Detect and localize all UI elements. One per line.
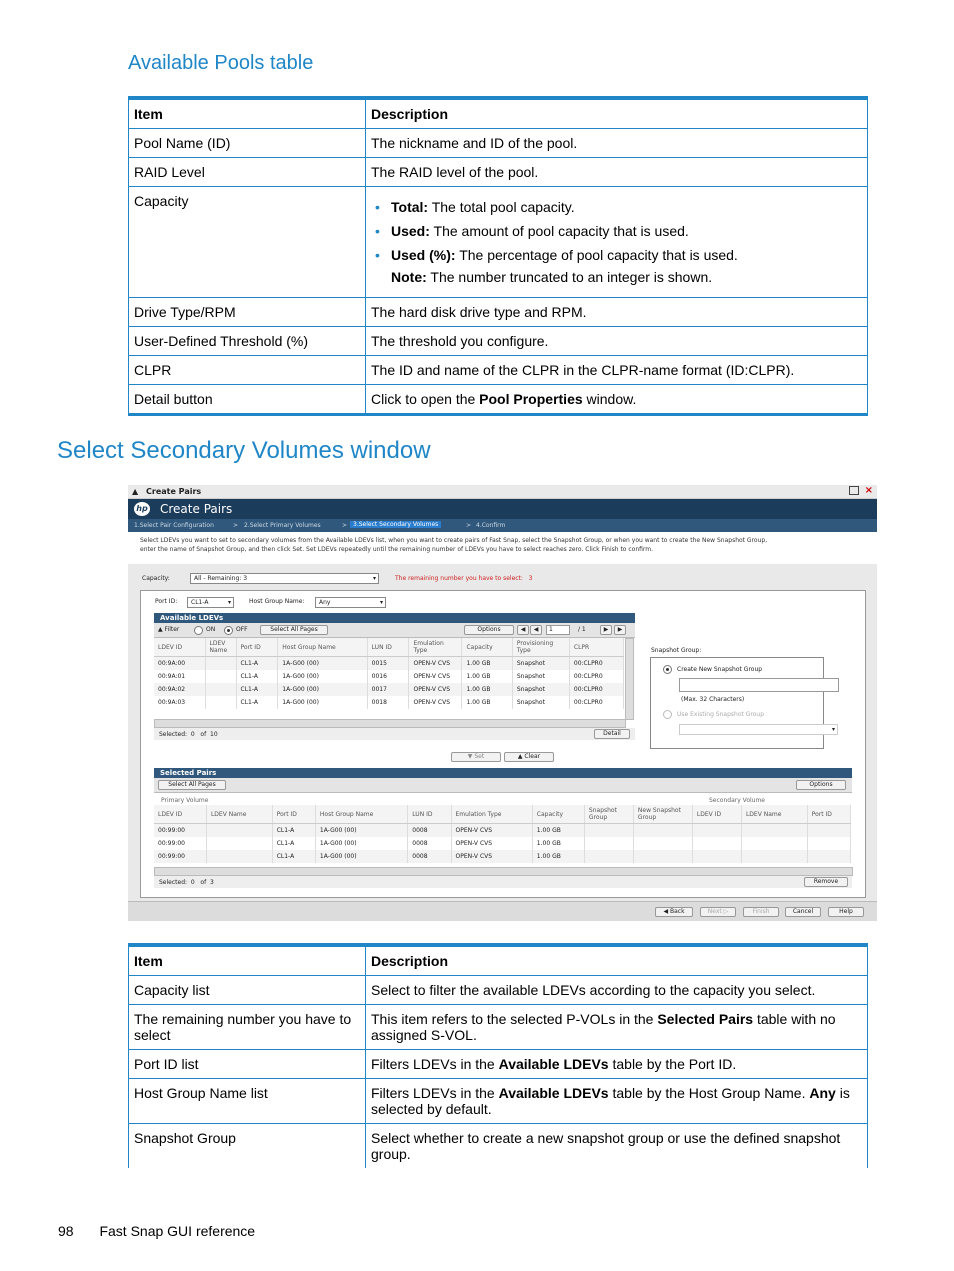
step-separator: > [466, 522, 472, 529]
table-row [129, 356, 868, 385]
banner-title: Create Pairs [160, 502, 233, 516]
description-cell: The hard disk drive type and RPM. [366, 298, 868, 327]
available-pools-table [128, 96, 868, 416]
port-id-select[interactable]: CL1-A ▾ [187, 597, 234, 608]
column-header[interactable]: New Snapshot Group [633, 805, 692, 824]
description-cell: Select to filter the available LDEVs according to the capacity you select. [366, 976, 868, 1005]
window-titlebar [128, 485, 877, 499]
description-cell: Filters LDEVs in the Available LDEVs table by the Port ID. [366, 1050, 868, 1079]
description-cell: The threshold you configure. [366, 327, 868, 356]
item-cell: Drive Type/RPM [129, 298, 366, 327]
vertical-scrollbar[interactable] [625, 638, 634, 720]
description-cell: The ID and name of the CLPR in the CLPR-name format (ID:CLPR). [366, 356, 868, 385]
step-1: 1.Select Pair Configuration [134, 522, 214, 529]
clear-button[interactable]: ▲ Clear [504, 752, 554, 762]
selected-select-all-pages-button[interactable]: Select All Pages [158, 780, 226, 790]
available-pools-heading: Available Pools table [128, 52, 314, 74]
table-row [129, 385, 868, 415]
secondary-volumes-table [128, 943, 868, 1168]
column-header[interactable]: Provisioning Type [512, 638, 569, 657]
table-header-item: Item [129, 98, 366, 129]
banner [128, 499, 877, 519]
column-header[interactable]: LDEV Name [206, 805, 272, 824]
step-4: 4.Confirm [476, 522, 506, 529]
table-row [129, 1124, 868, 1169]
step-3: 3.Select Secondary Volumes [350, 521, 441, 528]
capacity-select[interactable]: All - Remaining: 3 ▾ [190, 573, 379, 584]
next-button[interactable]: Next ▷ [700, 907, 736, 917]
item-cell: Pool Name (ID) [129, 129, 366, 158]
create-new-radio[interactable] [663, 665, 672, 674]
pairs-total-count: 3 [210, 879, 214, 886]
table-row [129, 327, 868, 356]
description-cell: Click to open the Pool Properties window. [366, 385, 868, 415]
finish-button[interactable]: Finish [743, 907, 779, 917]
page-input[interactable]: 1 [546, 625, 570, 635]
description-cell: Select whether to create a new snapshot group or use the defined snapshot group. [366, 1124, 868, 1169]
table-row [129, 298, 868, 327]
help-button[interactable]: Help [828, 907, 864, 917]
column-header[interactable]: LUN ID [408, 805, 451, 824]
column-header[interactable]: LDEV ID [154, 638, 205, 657]
table-row [129, 158, 868, 187]
column-header[interactable]: LDEV Name [741, 805, 807, 824]
port-id-label: Port ID: [155, 598, 178, 605]
available-selected-count: 0 [190, 731, 195, 738]
next-page-icon[interactable]: ▶ [600, 625, 612, 635]
existing-group-select[interactable] [679, 724, 838, 735]
last-page-icon[interactable]: ▶ [614, 625, 626, 635]
table-row[interactable]: 00:9A:00 CL1-A 1A-G00 (00) 0015 OPEN-V CVS 1.00 GB Snapshot 00:CLPR0 [154, 657, 624, 671]
select-all-pages-button[interactable]: Select All Pages [260, 625, 328, 635]
use-existing-radio[interactable] [663, 710, 672, 719]
table-row [129, 1050, 868, 1079]
prev-page-icon[interactable]: ◀ [530, 625, 542, 635]
host-group-label: Host Group Name: [249, 598, 305, 605]
selected-options-button[interactable]: Options [796, 780, 846, 790]
list-item: • Used: The amount of pool capacity that is used. [391, 223, 862, 239]
create-new-label: Create New Snapshot Group [677, 666, 763, 673]
item-cell: Detail button [129, 385, 366, 415]
back-button[interactable]: ◀ Back [655, 907, 693, 917]
table-row [129, 1079, 868, 1124]
table-row[interactable]: 00:99:00 CL1-A 1A-G00 (00) 0008 OPEN-V CVS 1.00 GB [154, 824, 851, 838]
table-row[interactable]: 00:9A:02 CL1-A 1A-G00 (00) 0017 OPEN-V CVS 1.00 GB Snapshot 00:CLPR0 [154, 683, 624, 696]
capacity-label: Capacity: [142, 575, 170, 582]
wizard-button-bar [128, 901, 877, 921]
list-item: • Total: The total pool capacity. [391, 199, 862, 215]
close-icon[interactable]: × [864, 485, 873, 496]
footer-title: Fast Snap GUI reference [99, 1223, 256, 1239]
available-ldevs-table [154, 638, 624, 709]
column-header[interactable]: LDEV Name [205, 638, 236, 657]
description-cell: The RAID level of the pool. [366, 158, 868, 187]
horizontal-scrollbar[interactable] [154, 719, 626, 728]
description-cell [366, 187, 868, 298]
item-cell: CLPR [129, 356, 366, 385]
pairs-selected-count: 0 [190, 879, 195, 886]
column-header[interactable]: Host Group Name [315, 805, 407, 824]
capacity-note: Note: The number truncated to an integer is shown. [391, 269, 713, 285]
hp-logo: hp [134, 502, 150, 516]
column-header[interactable]: Capacity [532, 805, 584, 824]
item-cell: The remaining number you have to select [129, 1005, 366, 1050]
item-cell: User-Defined Threshold (%) [129, 327, 366, 356]
wizard-steps [128, 519, 877, 532]
available-footer: Selected: 0 of 10 Detail [154, 728, 635, 740]
column-header[interactable]: Host Group Name [278, 638, 367, 657]
column-header[interactable]: Capacity [462, 638, 512, 657]
select-secondary-volumes-heading: Select Secondary Volumes window [57, 437, 431, 464]
maximize-icon[interactable] [849, 486, 859, 495]
secondary-volume-group: Secondary Volume [709, 797, 765, 804]
item-cell: Capacity list [129, 976, 366, 1005]
primary-volume-group: Primary Volume [161, 797, 209, 804]
selected-toolbar [154, 778, 852, 793]
step-separator: > [342, 522, 348, 529]
pairs-footer: Selected: 0 of 3 Remove [154, 876, 852, 888]
available-ldevs-title: Available LDEVs [154, 613, 635, 623]
pairs-horizontal-scrollbar[interactable] [154, 867, 853, 876]
snapshot-group-label: Snapshot Group: [651, 647, 702, 654]
table-header-description: Description [366, 98, 868, 129]
table-header-description: Description [366, 945, 868, 976]
table-row[interactable]: 00:99:00 CL1-A 1A-G00 (00) 0008 OPEN-V CVS 1.00 GB [154, 837, 851, 850]
selected-pairs-title: Selected Pairs [154, 768, 852, 778]
step-separator: > [233, 522, 239, 529]
table-row [129, 187, 868, 298]
first-page-icon[interactable]: ◀ [517, 625, 529, 635]
table-row[interactable]: 00:99:00 CL1-A 1A-G00 (00) 0008 OPEN-V CVS 1.00 GB [154, 850, 851, 863]
use-existing-label: Use Existing Snapshot Group [677, 711, 765, 718]
max-characters-hint: (Max. 32 Characters) [681, 696, 745, 703]
page-number: 98 [58, 1223, 74, 1239]
host-group-select[interactable]: Any ▾ [315, 597, 386, 608]
filter-on-radio[interactable] [194, 626, 203, 635]
filter-on-label: ON [206, 626, 216, 633]
item-cell: Capacity [129, 187, 366, 298]
page-footer [58, 1223, 277, 1239]
column-header[interactable]: LDEV ID [154, 805, 206, 824]
snapshot-group-name-input[interactable] [679, 678, 839, 692]
table-row [129, 976, 868, 1005]
remove-button[interactable]: Remove [804, 877, 848, 887]
item-cell: Port ID list [129, 1050, 366, 1079]
description-cell: Filters LDEVs in the Available LDEVs table by the Host Group Name. Any is selected by default. [366, 1079, 868, 1124]
window-title: Create Pairs [146, 487, 202, 496]
available-toolbar [154, 623, 635, 638]
selected-pairs-table [154, 805, 851, 863]
column-header[interactable]: Emulation Type [409, 638, 462, 657]
filter-off-label: OFF [236, 626, 248, 633]
item-cell: Snapshot Group [129, 1124, 366, 1169]
item-cell: RAID Level [129, 158, 366, 187]
column-header[interactable]: Snapshot Group [584, 805, 633, 824]
remaining-text: The remaining number you have to select: 3 [395, 575, 533, 582]
column-header[interactable]: Port ID [236, 638, 278, 657]
filter-label[interactable]: ▲ Filter [158, 626, 180, 633]
instructions: Select LDEVs you want to set to secondary volumes from the Available LDEVs list, when you want to create pairs of Fast Snap, select the Snapshot Group, or when you want to create the New Snapshot Group, enter the name of Snapshot Group, and then click Set. Set LDEVs repeatedly until the remaining number of LDEVs you have to select reaches zero. Click Finish to confirm. [128, 532, 877, 564]
window-icon: ▲ [132, 487, 139, 496]
table-row [129, 1005, 868, 1050]
set-button[interactable]: ▼ Set [451, 752, 501, 762]
step-2: 2.Select Primary Volumes [244, 522, 321, 529]
column-header[interactable]: Port ID [272, 805, 315, 824]
column-header[interactable]: LUN ID [367, 638, 409, 657]
column-header[interactable]: LDEV ID [692, 805, 741, 824]
table-header-item: Item [129, 945, 366, 976]
filter-off-radio[interactable] [224, 626, 233, 635]
table-row [129, 129, 868, 158]
selection-panel [140, 590, 866, 898]
create-pairs-window [128, 485, 877, 921]
detail-button[interactable]: Detail [594, 729, 630, 739]
column-header[interactable]: Port ID [807, 805, 850, 824]
table-row[interactable]: 00:9A:01 CL1-A 1A-G00 (00) 0016 OPEN-V CVS 1.00 GB Snapshot 00:CLPR0 [154, 670, 624, 683]
description-cell: This item refers to the selected P-VOLs in the Selected Pairs table with no assigned S-VOL. [366, 1005, 868, 1050]
table-row[interactable]: 00:9A:03 CL1-A 1A-G00 (00) 0018 OPEN-V CVS 1.00 GB Snapshot 00:CLPR0 [154, 696, 624, 709]
available-total-count: 10 [210, 731, 218, 738]
snapshot-group-box [650, 657, 824, 749]
item-cell: Host Group Name list [129, 1079, 366, 1124]
options-button[interactable]: Options [464, 625, 514, 635]
column-header[interactable]: CLPR [569, 638, 623, 657]
list-item: • Used (%): The percentage of pool capacity that is used. [391, 247, 862, 263]
cancel-button[interactable]: Cancel [785, 907, 821, 917]
column-header[interactable]: Emulation Type [451, 805, 532, 824]
page-total: / 1 [578, 626, 586, 633]
description-cell: The nickname and ID of the pool. [366, 129, 868, 158]
